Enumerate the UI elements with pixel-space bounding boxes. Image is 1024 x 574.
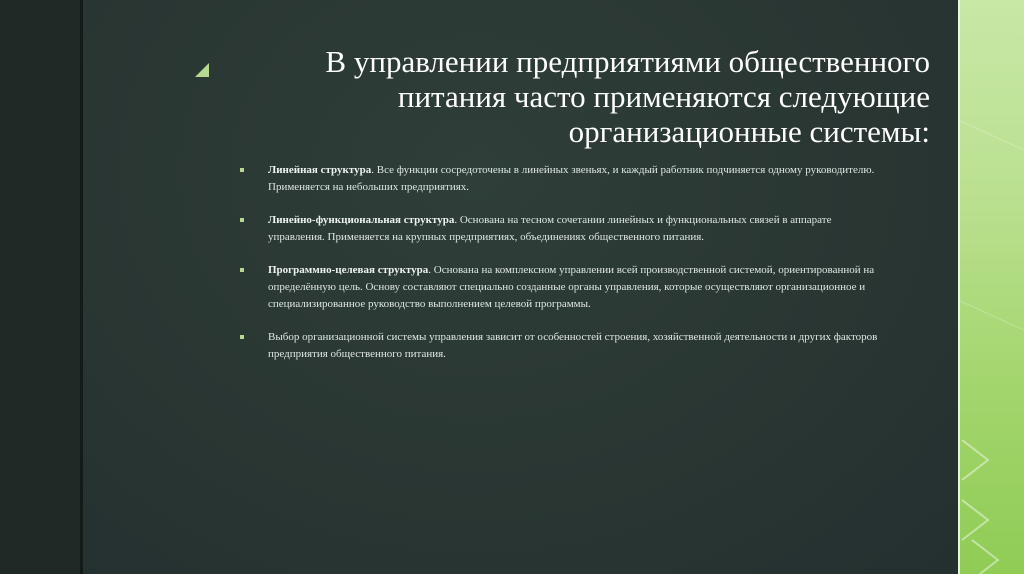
square-bullet-icon: [240, 218, 244, 222]
bullet-term: Программно-целевая структура: [268, 264, 429, 276]
right-decorative-panel: [958, 0, 1024, 574]
bullet-item: [240, 329, 880, 363]
triangle-marker-icon: [193, 61, 211, 79]
bullet-term: Линейная структура: [268, 164, 372, 176]
bullet-term: Линейно-функциональная структура: [268, 214, 455, 226]
bullet-text: . Основана на комплексном управлении всей производственной системой, ориентированной на определённую цель. Основу составляют специально созданные органы управления, которые осуществляют организационное и специализированное руководство выполнением целевой программы.: [268, 264, 875, 310]
slide-title: В управлении предприятиями общественного питания часто применяются следующие организационные системы:: [325, 44, 930, 149]
bullet-list: [240, 162, 880, 379]
bullet-text: Выбор организационной системы управления зависит от особенностей строения, хозяйственной деятельности и других факторов предприятия общественного питания.: [268, 331, 878, 360]
square-bullet-icon: [240, 168, 244, 172]
bullet-item: [240, 212, 880, 246]
left-side-strip: [0, 0, 80, 574]
square-bullet-icon: [240, 335, 244, 339]
bullet-text: . Все функции сосредоточены в линейных звеньях, и каждый работник подчиняется одному руководителю. Применяется на небольших предприятиях.: [268, 164, 875, 193]
decorative-chevrons-icon: [958, 0, 1024, 574]
bullet-text: . Основана на тесном сочетании линейных и функциональных связей в аппарате управления. Применяется на крупных предприятиях, объединениях общественного питания.: [268, 214, 832, 243]
square-bullet-icon: [240, 268, 244, 272]
bullet-item: [240, 162, 880, 196]
bullet-item: [240, 262, 880, 313]
